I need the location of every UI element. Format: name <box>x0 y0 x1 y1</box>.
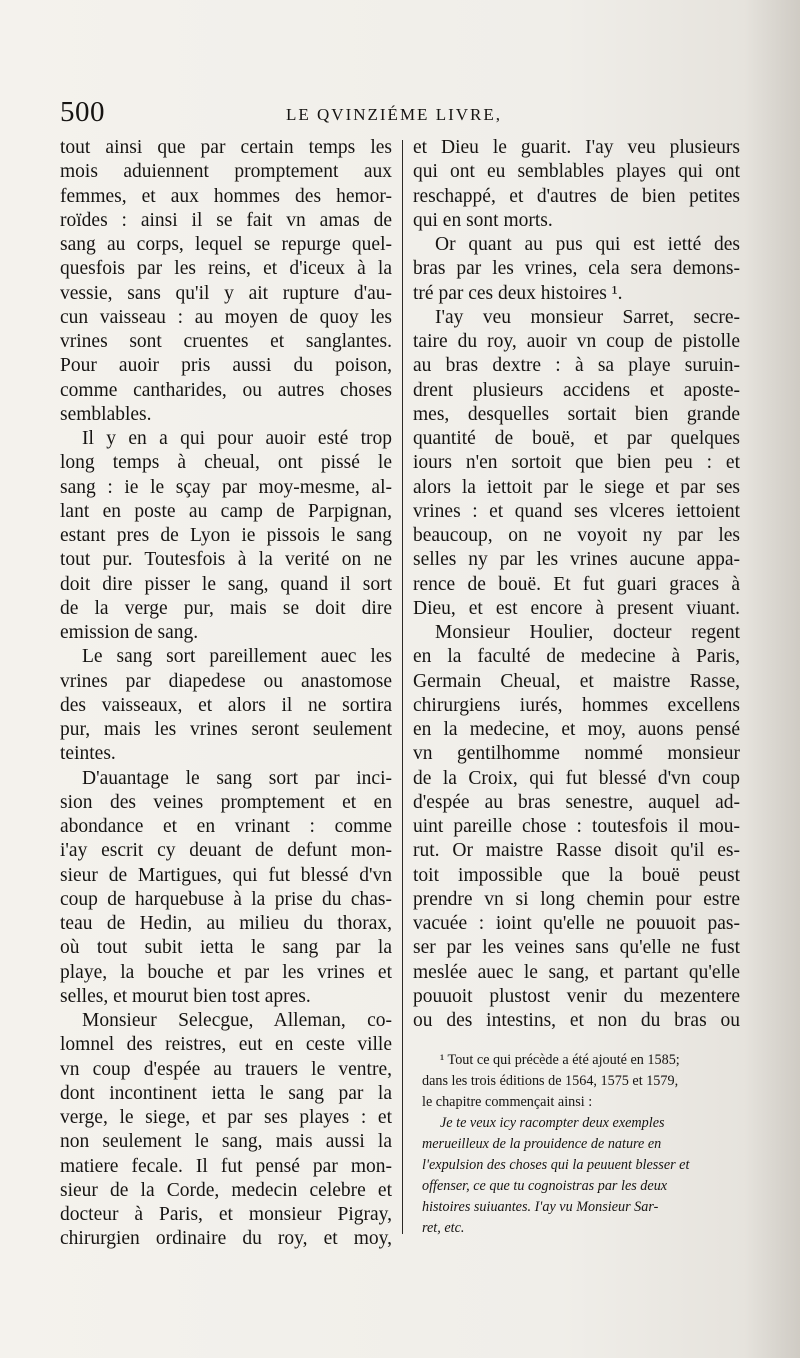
text-line: iours n'en sortoit que bien peu : et <box>413 452 740 474</box>
text-line: de la Croix, qui fut blessé d'vn coup <box>413 767 740 789</box>
text-line: des vaisseaux, et alors il ne sortira <box>60 694 392 716</box>
text-line: et Dieu le guarit. I'ay veu plusieurs <box>413 137 740 158</box>
text-line: ou des intestins, et non du bras ou <box>413 1010 740 1031</box>
text-line: Monsieur Houlier, docteur regent <box>435 622 740 643</box>
text-line: drent plusieurs accidens et aposte- <box>413 379 740 401</box>
text-line: Le sang sort pareillement auec les <box>82 646 392 668</box>
footnote-quote-line: Je te veux icy racompter deux exemples <box>440 1115 665 1131</box>
text-line: Il y en a qui pour auoir esté trop <box>82 428 392 449</box>
text-line: meslée auec le sang, et partant qu'elle <box>413 961 740 983</box>
text-line: vrines sont cruentes et sanglantes. <box>60 331 392 352</box>
text-line: playe, la bouche et par les vrines et <box>60 961 392 983</box>
text-line: vrines par diapedese ou anastomose <box>60 670 392 692</box>
text-line: semblables. <box>60 403 152 425</box>
page-number: 500 <box>60 96 105 128</box>
text-line: rut. Or maistre Rasse disoit qu'il es- <box>413 840 740 862</box>
text-line: Or quant au pus qui est ietté des <box>435 234 740 255</box>
running-head: LE QVINZIÉME LIVRE, <box>286 105 502 124</box>
text-line: pur, mais les vrines seront seulement <box>60 719 392 740</box>
text-line: au bras dextre : à sa playe suruin- <box>413 355 740 377</box>
text-line: dont incontinent ietta le sang par la <box>60 1082 392 1104</box>
text-line: selles, et mourut bien tost apres. <box>60 985 311 1007</box>
text-line: alors la iettoit par le siege et par ses <box>413 476 740 498</box>
text-line: i'ay escrit cy deuant de defunt mon- <box>60 840 392 862</box>
text-line: teintes. <box>60 743 116 765</box>
text-line: Pour auoir pris aussi du poison, <box>60 355 392 377</box>
text-line: D'auantage le sang sort par inci- <box>82 767 392 789</box>
text-line: tout pur. Toutesfois à la verité on ne <box>60 549 392 571</box>
text-line: coup de harquebuse à la prise du chas- <box>60 888 392 910</box>
footnote-quote-line: l'expulsion des choses qui la peuuent blesser et <box>422 1157 690 1173</box>
footnote-quote-line: merueilleux de la prouidence de nature en <box>422 1136 662 1152</box>
text-line: où tout subit ietta le sang par la <box>60 937 392 959</box>
footnote <box>422 1050 747 1239</box>
text-line: taire du roy, auoir vn coup de pistolle <box>413 331 740 352</box>
text-line: quantité de bouë, et par quelques <box>413 428 740 449</box>
text-line: roïdes : ainsi il se fait vn amas de <box>60 209 392 231</box>
text-line: cun vaisseau : au moyen de quoy les <box>60 306 392 328</box>
text-line: beaucoup, on ne voyoit ny par les <box>413 525 740 546</box>
text-line: d'espée au bras senestre, auquel ad- <box>413 791 740 813</box>
footnote-line: dans les trois éditions de 1564, 1575 et 1579, <box>422 1073 679 1089</box>
text-line: sang au corps, lequel se repurge quel- <box>60 234 392 255</box>
text-line: sieur de Martigues, qui fut blessé d'vn <box>60 864 392 886</box>
text-line: mois aduiennent promptement aux <box>60 161 392 183</box>
text-line: mes, desquelles sortait bien grande <box>413 403 740 425</box>
text-line: lomnel des reistres, eut en ceste ville <box>60 1034 392 1056</box>
page-header <box>58 96 758 136</box>
text-line: teau de Hedin, au milieu du thorax, <box>60 913 392 934</box>
text-line: Monsieur Selecgue, Alleman, co- <box>82 1010 392 1031</box>
text-line: tout ainsi que par certain temps les <box>60 137 392 158</box>
text-line: matiere fecale. Il fut pensé par mon- <box>60 1155 392 1177</box>
text-line: emission de sang. <box>60 622 199 643</box>
text-line: doit dire pisser le sang, quand il sort <box>60 573 392 595</box>
text-line: lant en poste au camp de Parpignan, <box>60 500 392 522</box>
footnote-quote-line: histoires suiuantes. I'ay vu Monsieur Sar- <box>422 1199 659 1215</box>
text-line: tré par ces deux histoires ¹. <box>413 282 623 304</box>
text-line: vacuée : ioint qu'elle ne pouuoit pas- <box>413 913 740 934</box>
left-column <box>60 136 392 1252</box>
text-line: I'ay veu monsieur Sarret, secre- <box>435 306 740 328</box>
text-line: Dieu, et est encore à present viuant. <box>413 597 740 619</box>
text-line: prendre vn si long chemin pour estre <box>413 888 740 910</box>
text-line: sieur de la Corde, medecin celebre et <box>60 1179 392 1201</box>
text-line: non seulement le sang, mais aussi la <box>60 1131 392 1153</box>
text-line: chirurgiens iurés, hommes excellens <box>413 694 740 716</box>
footnote-line: ¹ Tout ce qui précède a été ajouté en 1585; <box>440 1052 680 1068</box>
text-line: docteur à Paris, et monsieur Pigray, <box>60 1204 392 1225</box>
text-line: reschappé, et d'autres de bien petites <box>413 185 740 207</box>
text-line: en la medecine, et moy, auons pensé <box>413 719 740 740</box>
text-line: pouuoit plustost venir du mezentere <box>413 985 740 1007</box>
column-divider <box>402 140 403 1234</box>
text-line: Germain Cheual, et maistre Rasse, <box>413 670 740 692</box>
text-line: de la verge pur, mais se doit dire <box>60 597 392 619</box>
text-line: selles ny par les vrines aucune appa- <box>413 549 740 571</box>
text-line: sion des veines promptement et en <box>60 791 392 813</box>
text-line: qui ont eu semblables playes qui ont <box>413 161 740 183</box>
text-line: femmes, et aux hommes des hemor- <box>60 185 392 207</box>
text-line: chirurgien ordinaire du roy, et moy, <box>60 1228 392 1250</box>
text-line: vn gentilhomme nommé monsieur <box>413 743 740 765</box>
text-line: quesfois par les reins, et d'iceux à la <box>60 258 392 280</box>
text-line: ser par les veines sans qu'elle ne fust <box>413 937 740 959</box>
text-line: uint pareille chose : toutesfois il mou- <box>413 816 740 837</box>
text-line: estant pres de Lyon ie pissois le sang <box>60 525 392 546</box>
text-line: en la faculté de medecine à Paris, <box>413 646 740 668</box>
text-line: long temps à cheual, ont pissé le <box>60 452 392 474</box>
text-line: verge, le siege, et par ses playes : et <box>60 1107 392 1128</box>
footnote-line: le chapitre commençait ainsi : <box>422 1094 593 1110</box>
text-line: rence de bouë. Et fut guari graces à <box>413 573 740 595</box>
text-line: qui en sont morts. <box>413 209 553 231</box>
text-line: abondance et en vrinant : comme <box>60 816 392 837</box>
footnote-quote-line: ret, etc. <box>422 1220 465 1236</box>
text-line: vrines : et quand ses vlceres iettoient <box>413 500 740 522</box>
text-line: bras par les vrines, cela sera demons- <box>413 258 740 280</box>
text-line: sang : ie le sçay par moy-mesme, al- <box>60 476 392 498</box>
footnote-quote-line: offenser, ce que tu cognoistras par les deux <box>422 1178 668 1194</box>
text-line: vessie, sans qu'il y ait rupture d'au- <box>60 282 392 304</box>
right-column <box>413 136 740 1033</box>
text-line: comme cantharides, ou autres choses <box>60 379 392 401</box>
text-line: toit impossible que la bouë peust <box>413 864 740 886</box>
text-line: vn coup d'espée au trauers le ventre, <box>60 1058 392 1080</box>
